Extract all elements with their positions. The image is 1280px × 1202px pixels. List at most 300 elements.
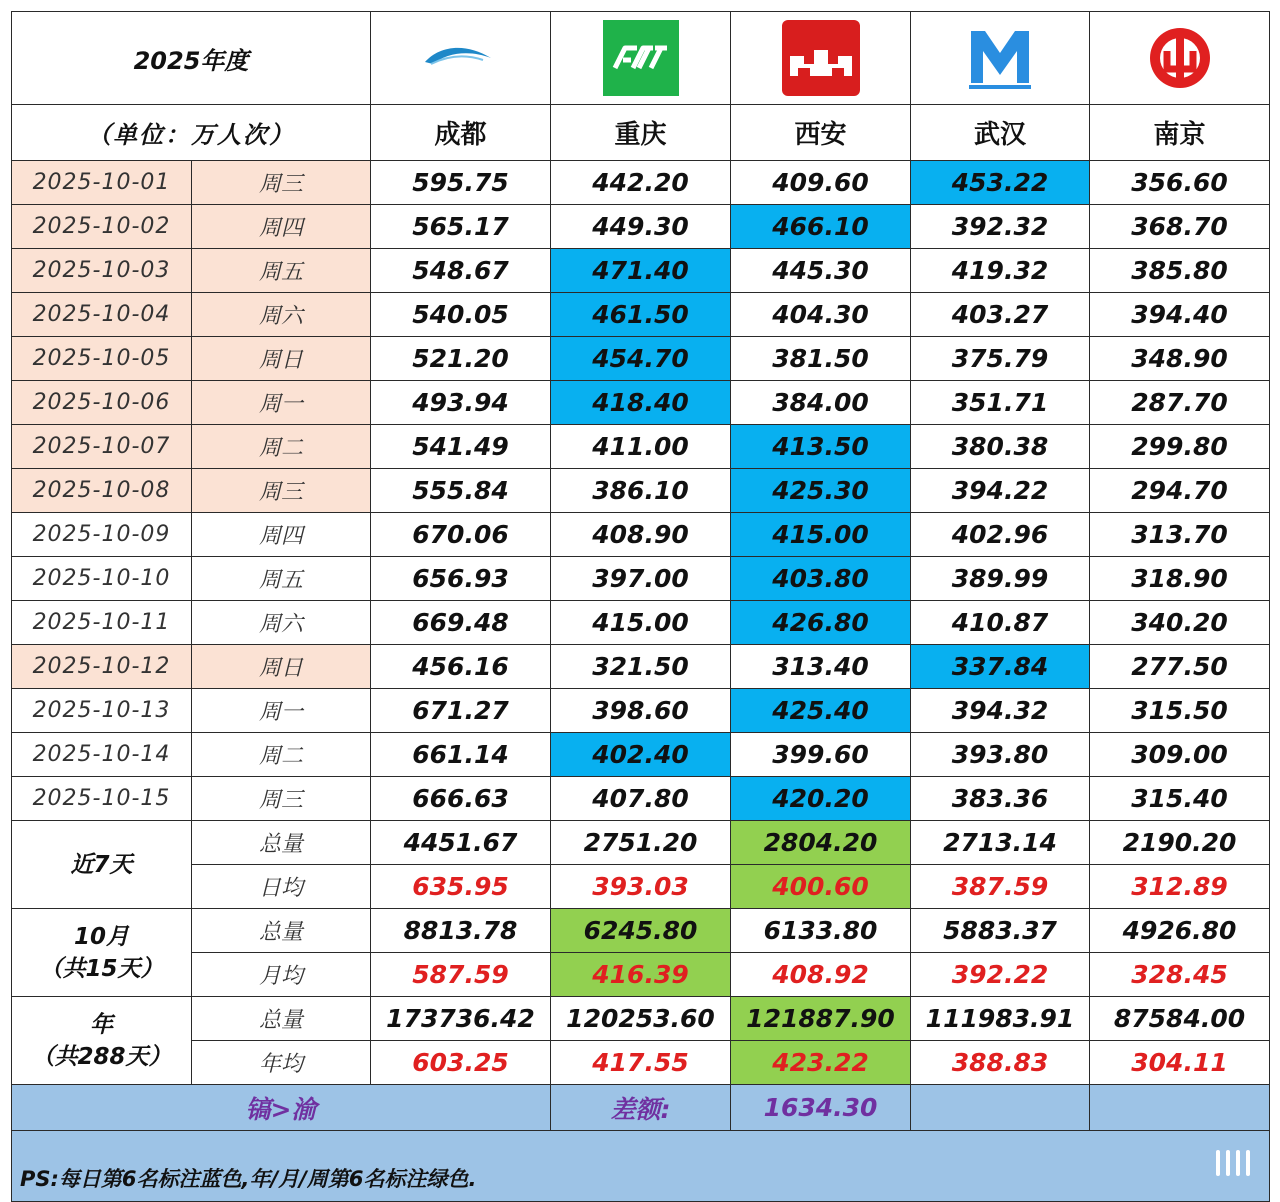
nanjing-metro-logo [1145, 23, 1215, 93]
value: 337.84 [951, 652, 1049, 681]
value-cell [371, 777, 551, 821]
value-cell [731, 381, 911, 425]
empty-cell [911, 1085, 1090, 1131]
value: 456.16 [412, 652, 509, 681]
watermark-bar [1226, 1150, 1230, 1176]
date-cell [12, 733, 192, 777]
unit-label: （单位：万人次） [87, 121, 295, 149]
summary-group-label: 近7天 [70, 851, 133, 878]
unit-cell [12, 105, 371, 161]
footnote-cell [12, 1131, 1270, 1202]
summary-average-value: 587.59 [412, 960, 509, 989]
value-cell [731, 337, 911, 381]
summary-total-label-cell [192, 909, 371, 953]
summary-average-value-cell [911, 1041, 1090, 1085]
value-cell [911, 733, 1090, 777]
value-cell [551, 513, 731, 557]
date-cell [12, 557, 192, 601]
table-row [12, 381, 1270, 425]
date-cell [12, 777, 192, 821]
summary-total-value: 120253.60 [566, 1004, 715, 1033]
watermark-bar [1236, 1150, 1240, 1176]
summary-average-value-cell [911, 953, 1090, 997]
summary-average-value: 387.59 [951, 872, 1049, 901]
value: 348.90 [1131, 344, 1228, 373]
value: 565.17 [412, 212, 509, 241]
summary-average-value-cell [731, 953, 911, 997]
value-cell [1090, 293, 1270, 337]
date-cell [12, 205, 192, 249]
date-cell [12, 689, 192, 733]
city-header [551, 105, 731, 161]
summary-average-value-cell [1090, 865, 1270, 909]
value-cell [551, 557, 731, 601]
value-cell [1090, 601, 1270, 645]
value: 313.70 [1131, 520, 1228, 549]
summary-average-row [12, 865, 1270, 909]
value-cell [371, 161, 551, 205]
value-cell [911, 469, 1090, 513]
table-title: 2025年度 [133, 46, 249, 75]
weekday: 周三 [259, 788, 304, 813]
value: 380.38 [951, 432, 1049, 461]
value-cell [551, 469, 731, 513]
city-name: 重庆 [614, 120, 667, 150]
summary-total-value: 4451.67 [403, 828, 518, 857]
summary-average-value: 635.95 [412, 872, 509, 901]
value: 356.60 [1131, 168, 1228, 197]
city-header [911, 105, 1090, 161]
date: 2025-10-11 [32, 610, 171, 635]
summary-average-value-cell [551, 1041, 731, 1085]
summary-total-value: 2751.20 [583, 828, 698, 857]
value-cell [911, 689, 1090, 733]
table-row [12, 557, 1270, 601]
summary-average-value: 417.55 [592, 1048, 689, 1077]
date-cell [12, 249, 192, 293]
value: 442.20 [592, 168, 689, 197]
summary-total-row [12, 997, 1270, 1041]
value: 407.80 [592, 784, 689, 813]
table-row [12, 337, 1270, 381]
value: 661.14 [412, 740, 509, 769]
comparison-label: 镐>渝 [245, 1094, 317, 1124]
value: 670.06 [412, 520, 509, 549]
summary-total-value: 173736.42 [386, 1004, 535, 1033]
value-cell [1090, 733, 1270, 777]
value: 466.10 [772, 212, 869, 241]
table-row [12, 777, 1270, 821]
xian-metro-logo [782, 20, 860, 96]
date-cell [12, 513, 192, 557]
value: 313.40 [772, 652, 869, 681]
value-cell [371, 733, 551, 777]
value: 426.80 [772, 608, 869, 637]
weekday: 周日 [259, 348, 304, 373]
summary-average-value: 423.22 [772, 1048, 869, 1077]
value-cell [731, 601, 911, 645]
date-cell [12, 381, 192, 425]
wuhan-logo-cell [911, 12, 1090, 105]
value: 383.36 [951, 784, 1049, 813]
weekday-cell [192, 337, 371, 381]
value: 392.32 [951, 212, 1049, 241]
summary-total-value-cell [731, 909, 911, 953]
weekday-cell [192, 293, 371, 337]
value: 351.71 [951, 388, 1049, 417]
value-cell [731, 777, 911, 821]
summary-average-value-cell [1090, 953, 1270, 997]
value: 453.22 [951, 168, 1049, 197]
value-cell [1090, 249, 1270, 293]
summary-average-row [12, 1041, 1270, 1085]
weekday-cell [192, 645, 371, 689]
value: 394.22 [951, 476, 1049, 505]
footnote-row [12, 1131, 1270, 1202]
summary-average-row [12, 953, 1270, 997]
value: 299.80 [1131, 432, 1228, 461]
weekday-cell [192, 777, 371, 821]
value-cell [371, 601, 551, 645]
value-cell [911, 293, 1090, 337]
value-cell [1090, 645, 1270, 689]
value: 315.40 [1131, 784, 1228, 813]
value-cell [911, 645, 1090, 689]
comparison-label-cell [12, 1085, 551, 1131]
value-cell [551, 425, 731, 469]
date: 2025-10-09 [32, 522, 171, 547]
date: 2025-10-05 [32, 346, 171, 371]
table-row [12, 601, 1270, 645]
value: 656.93 [412, 564, 509, 593]
weekday: 周四 [259, 216, 304, 241]
weekday-cell [192, 513, 371, 557]
summary-average-value-cell [371, 953, 551, 997]
weekday: 周一 [259, 700, 304, 725]
summary-average-value-cell [1090, 1041, 1270, 1085]
value-cell [551, 689, 731, 733]
value-cell [551, 337, 731, 381]
summary-group-days: （共288天） [31, 1043, 172, 1070]
value: 385.80 [1131, 256, 1228, 285]
date-cell [12, 469, 192, 513]
summary-average-value-cell [551, 953, 731, 997]
summary-average-value: 328.45 [1131, 960, 1228, 989]
watermark-bar [1216, 1150, 1220, 1176]
summary-total-value-cell [731, 997, 911, 1041]
value-cell [551, 249, 731, 293]
city-name: 成都 [434, 120, 487, 150]
summary-average-value: 304.11 [1131, 1048, 1228, 1077]
value: 386.10 [592, 476, 689, 505]
weekday-cell [192, 557, 371, 601]
value: 403.27 [951, 300, 1049, 329]
table-row [12, 161, 1270, 205]
summary-average-value-cell [731, 1041, 911, 1085]
value-cell [1090, 689, 1270, 733]
summary-group-cell [12, 821, 192, 909]
value-cell [551, 601, 731, 645]
value: 403.80 [772, 564, 869, 593]
value: 287.70 [1131, 388, 1228, 417]
chengdu-logo-cell [371, 12, 551, 105]
value-cell [911, 161, 1090, 205]
summary-group-label: 年 [90, 1011, 113, 1038]
value: 415.00 [592, 608, 689, 637]
value: 540.05 [412, 300, 509, 329]
value: 445.30 [772, 256, 869, 285]
summary-total-value-cell [371, 821, 551, 865]
date: 2025-10-03 [32, 258, 171, 283]
weekday-cell [192, 249, 371, 293]
date: 2025-10-13 [32, 698, 171, 723]
summary-total-value-cell [551, 909, 731, 953]
summary-average-label: 日均 [259, 876, 304, 901]
value: 521.20 [412, 344, 509, 373]
chengdu-metro-logo [421, 38, 501, 78]
value: 420.20 [772, 784, 869, 813]
value: 411.00 [592, 432, 689, 461]
weekday-cell [192, 601, 371, 645]
footnote: PS:每日第6名标注蓝色,年/月/周第6名标注绿色. [20, 1167, 477, 1191]
summary-average-value: 392.22 [951, 960, 1049, 989]
weekday-cell [192, 205, 371, 249]
summary-average-value-cell [911, 865, 1090, 909]
value: 309.00 [1131, 740, 1228, 769]
value-cell [731, 689, 911, 733]
value: 666.63 [412, 784, 509, 813]
value-cell [1090, 513, 1270, 557]
value: 389.99 [951, 564, 1049, 593]
value: 408.90 [592, 520, 689, 549]
value: 415.00 [772, 520, 869, 549]
value-cell [731, 249, 911, 293]
value-cell [371, 645, 551, 689]
value: 413.50 [772, 432, 869, 461]
table-row [12, 645, 1270, 689]
value-cell [1090, 381, 1270, 425]
table-row [12, 733, 1270, 777]
weekday: 周五 [259, 260, 304, 285]
weekday: 周六 [259, 304, 304, 329]
date: 2025-10-15 [32, 786, 171, 811]
city-name: 南京 [1153, 120, 1206, 150]
weekday-cell [192, 469, 371, 513]
value-cell [551, 381, 731, 425]
value-cell [731, 733, 911, 777]
city-header [1090, 105, 1270, 161]
summary-total-label-cell [192, 821, 371, 865]
table-row [12, 293, 1270, 337]
summary-total-value: 5883.37 [943, 916, 1057, 945]
value-cell [731, 293, 911, 337]
value: 671.27 [412, 696, 509, 725]
value-cell [551, 293, 731, 337]
difference-value-cell [731, 1085, 911, 1131]
value: 340.20 [1131, 608, 1228, 637]
value-cell [371, 425, 551, 469]
value: 375.79 [951, 344, 1049, 373]
table-row [12, 689, 1270, 733]
date: 2025-10-07 [32, 434, 171, 459]
value: 402.96 [951, 520, 1049, 549]
value: 397.00 [592, 564, 689, 593]
value: 399.60 [772, 740, 869, 769]
value-cell [911, 337, 1090, 381]
ridership-table [11, 11, 1270, 1202]
value-cell [911, 381, 1090, 425]
value: 425.40 [772, 696, 869, 725]
summary-total-value-cell [911, 997, 1090, 1041]
chongqing-logo-cell [551, 12, 731, 105]
wuhan-metro-logo [965, 23, 1035, 93]
value-cell [551, 733, 731, 777]
summary-group-cell [12, 909, 192, 997]
date: 2025-10-02 [32, 214, 171, 239]
weekday-cell [192, 689, 371, 733]
value: 555.84 [412, 476, 509, 505]
chongqing-rail-logo [603, 20, 679, 96]
date: 2025-10-08 [32, 478, 171, 503]
difference-label: 差额: [610, 1094, 671, 1124]
city-header [731, 105, 911, 161]
summary-total-value: 121887.90 [746, 1004, 895, 1033]
summary-average-value: 408.92 [772, 960, 869, 989]
summary-average-value: 603.25 [412, 1048, 509, 1077]
summary-total-value-cell [551, 821, 731, 865]
value-cell [371, 469, 551, 513]
weekday: 周五 [259, 568, 304, 593]
city-name: 武汉 [974, 120, 1027, 150]
weekday-cell [192, 161, 371, 205]
value: 393.80 [951, 740, 1049, 769]
value-cell [731, 425, 911, 469]
value-cell [371, 337, 551, 381]
summary-average-value-cell [371, 1041, 551, 1085]
date: 2025-10-12 [32, 654, 171, 679]
value-cell [911, 601, 1090, 645]
summary-total-value-cell [371, 909, 551, 953]
value-cell [731, 205, 911, 249]
value-cell [1090, 469, 1270, 513]
value-cell [911, 557, 1090, 601]
value-cell [371, 249, 551, 293]
date-cell [12, 337, 192, 381]
value-cell [371, 689, 551, 733]
value-cell [371, 293, 551, 337]
weekday: 周一 [259, 392, 304, 417]
watermark-bar [1246, 1150, 1250, 1176]
value: 418.40 [592, 388, 689, 417]
value: 294.70 [1131, 476, 1228, 505]
weekday: 周二 [259, 436, 304, 461]
table-row [12, 513, 1270, 557]
summary-total-value: 2804.20 [763, 828, 878, 857]
summary-group-cell [12, 997, 192, 1085]
summary-total-value-cell [551, 997, 731, 1041]
summary-average-value: 393.03 [592, 872, 689, 901]
summary-group-days: （共15天） [39, 955, 164, 982]
summary-average-value: 312.89 [1131, 872, 1228, 901]
value: 541.49 [412, 432, 509, 461]
date: 2025-10-01 [32, 170, 171, 195]
weekday: 周二 [259, 744, 304, 769]
value-cell [1090, 337, 1270, 381]
date-cell [12, 425, 192, 469]
date-cell [12, 293, 192, 337]
value: 404.30 [772, 300, 869, 329]
value-cell [731, 469, 911, 513]
date: 2025-10-14 [32, 742, 171, 767]
weekday: 周三 [259, 172, 304, 197]
difference-label-cell [551, 1085, 731, 1131]
city-name: 西安 [794, 120, 847, 150]
summary-total-value: 6245.80 [583, 916, 698, 945]
nanjing-logo-cell [1090, 12, 1270, 105]
value: 425.30 [772, 476, 869, 505]
date: 2025-10-04 [32, 302, 171, 327]
value: 321.50 [592, 652, 689, 681]
summary-total-value-cell [1090, 997, 1270, 1041]
value-cell [1090, 777, 1270, 821]
date: 2025-10-06 [32, 390, 171, 415]
weekday-cell [192, 733, 371, 777]
value-cell [911, 777, 1090, 821]
value-cell [371, 205, 551, 249]
value: 315.50 [1131, 696, 1228, 725]
value-cell [1090, 425, 1270, 469]
date: 2025-10-10 [32, 566, 171, 591]
summary-average-label-cell [192, 865, 371, 909]
summary-average-label: 年均 [259, 1052, 304, 1077]
summary-total-value-cell [911, 821, 1090, 865]
summary-average-value-cell [551, 865, 731, 909]
summary-average-label-cell [192, 953, 371, 997]
difference-row [12, 1085, 1270, 1131]
summary-total-row [12, 909, 1270, 953]
value-cell [731, 161, 911, 205]
city-header [371, 105, 551, 161]
summary-total-value-cell [911, 909, 1090, 953]
date-cell [12, 645, 192, 689]
value-cell [551, 645, 731, 689]
summary-average-label-cell [192, 1041, 371, 1085]
summary-total-value: 2713.14 [943, 828, 1057, 857]
value-cell [551, 205, 731, 249]
summary-total-value: 87584.00 [1113, 1004, 1246, 1033]
value: 454.70 [592, 344, 689, 373]
value: 471.40 [592, 256, 689, 285]
weekday-cell [192, 425, 371, 469]
value-cell [731, 513, 911, 557]
value: 461.50 [592, 300, 689, 329]
value: 493.94 [412, 388, 509, 417]
summary-total-value-cell [371, 997, 551, 1041]
value-cell [911, 425, 1090, 469]
table-row [12, 205, 1270, 249]
value: 409.60 [772, 168, 869, 197]
table-row [12, 469, 1270, 513]
date-cell [12, 161, 192, 205]
value: 394.40 [1131, 300, 1228, 329]
value: 398.60 [592, 696, 689, 725]
summary-total-label: 总量 [259, 832, 304, 857]
value-cell [371, 557, 551, 601]
value: 548.67 [412, 256, 509, 285]
summary-total-label: 总量 [259, 920, 304, 945]
value-cell [371, 381, 551, 425]
value-cell [1090, 205, 1270, 249]
